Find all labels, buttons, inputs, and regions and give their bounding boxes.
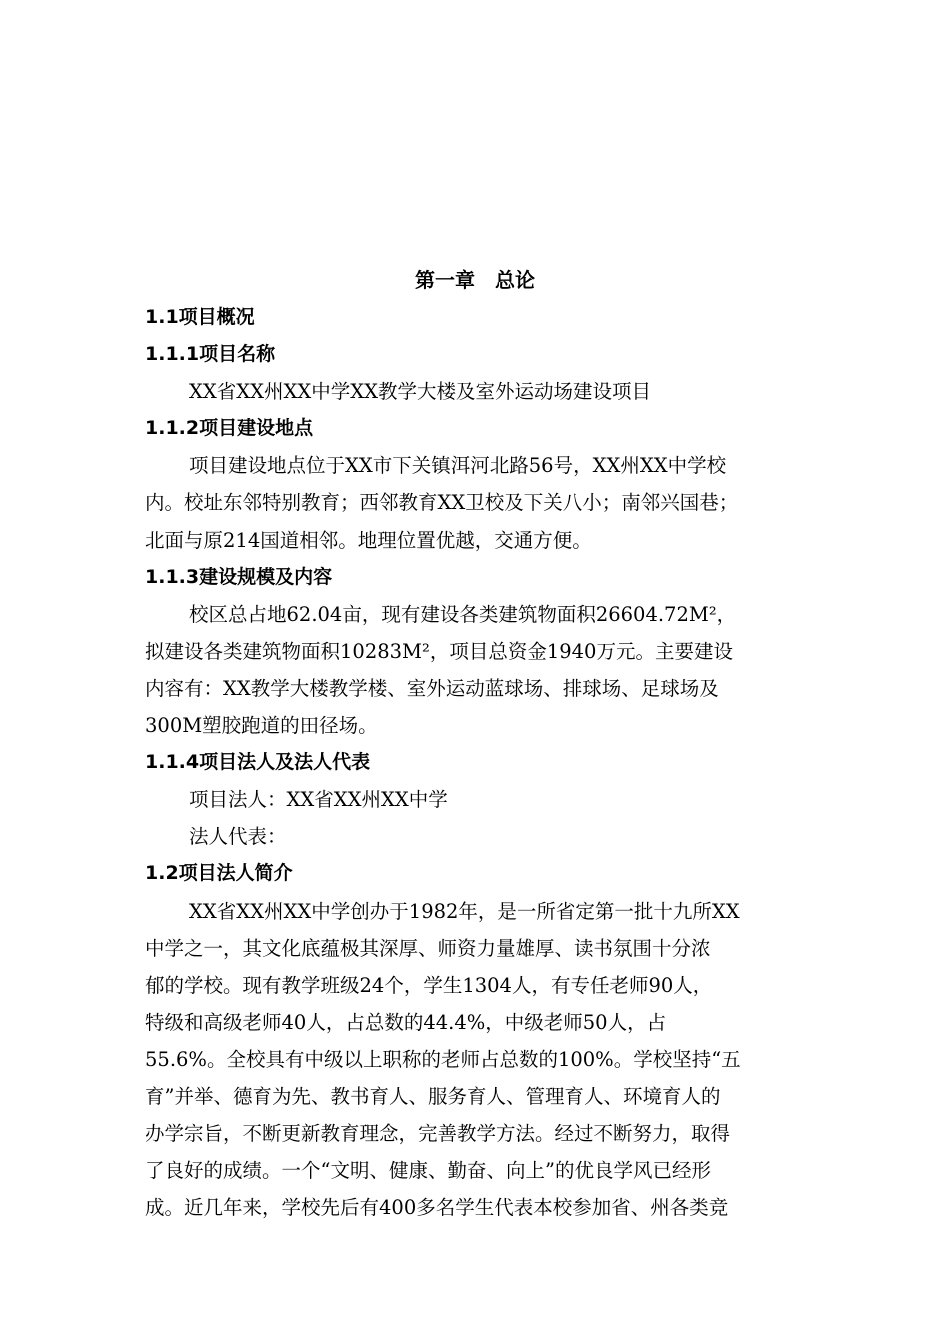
paragraph-line: 特级和高级老师40人，占总数的44.4%，中级老师50人，占 <box>145 1010 667 1034</box>
paragraph-line: 中学之一，其文化底蕴极其深厚、师资力量雄厚、读书氛围十分浓 <box>145 936 711 960</box>
paragraph-line: 办学宗旨，不断更新教育理念，完善教学方法。经过不断努力，取得 <box>145 1122 731 1146</box>
paragraph-line: 成。近几年来，学校先后有400多名学生代表本校参加省、州各类竞 <box>145 1196 729 1220</box>
paragraph-line: 55.6%。全校具有中级以上职称的老师占总数的100%。学校坚持“五 <box>145 1047 741 1071</box>
section-heading-1-1-2: 1.1.2项目建设地点 <box>145 417 314 440</box>
paragraph-line: 法人代表： <box>189 825 287 849</box>
paragraph-line: 内容有：XX教学大楼教学楼、室外运动蓝球场、排球场、足球场及 <box>145 676 719 700</box>
paragraph-line: 校区总占地62.04亩，现有建设各类建筑物面积26604.72M²， <box>189 602 737 626</box>
section-heading-1-2: 1.2项目法人简介 <box>145 862 293 885</box>
paragraph-line: 内。校址东邻特别教育；西邻教育XX卫校及下关八小；南邻兴国巷； <box>145 491 739 515</box>
paragraph-line: 了良好的成绩。一个“文明、健康、勤奋、向上”的优良学风已经形 <box>145 1159 711 1183</box>
paragraph-line: 拟建设各类建筑物面积10283M²，项目总资金1940万元。主要建设 <box>145 639 733 663</box>
section-heading-1-1: 1.1项目概况 <box>145 306 255 328</box>
document-body <box>145 299 810 1226</box>
paragraph-line: 项目法人：XX省XX州XX中学 <box>189 788 448 812</box>
paragraph-line: 北面与原214国道相邻。地理位置优越，交通方便。 <box>145 528 592 552</box>
chapter-title: 第一章 总论 <box>415 268 535 292</box>
paragraph-line: 项目建设地点位于XX市下关镇洱河北路56号，XX州XX中学校 <box>189 454 727 478</box>
paragraph-line: 300M塑胶跑道的田径场。 <box>145 714 378 738</box>
paragraph-line: 郁的学校。现有教学班级24个，学生1304人，有专任老师90人， <box>145 973 713 997</box>
section-heading-1-1-3: 1.1.3建设规模及内容 <box>145 565 333 588</box>
paragraph-line: 育”并举、德育为先、教书育人、服务育人、管理育人、环境育人的 <box>145 1084 721 1108</box>
paragraph-line: XX省XX州XX中学XX教学大楼及室外运动场建设项目 <box>189 380 652 404</box>
section-heading-1-1-4: 1.1.4项目法人及法人代表 <box>145 751 371 774</box>
paragraph-line: XX省XX州XX中学创办于1982年，是一所省定第一批十九所XX <box>189 899 740 923</box>
section-heading-1-1-1: 1.1.1项目名称 <box>145 343 276 366</box>
